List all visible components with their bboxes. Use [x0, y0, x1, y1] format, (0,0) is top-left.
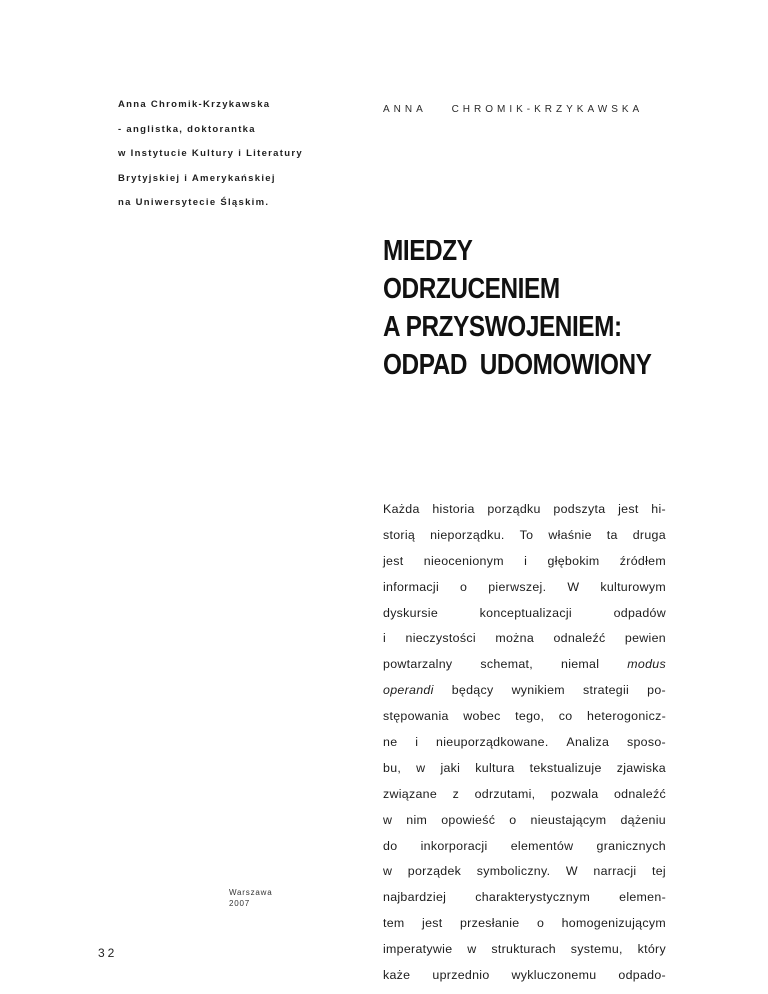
body-word: pewien: [624, 631, 666, 646]
body-word: wobec: [463, 709, 501, 724]
body-word: jest: [422, 916, 443, 931]
body-word: odrzutami,: [474, 786, 536, 801]
body-word: kulturowym: [600, 579, 666, 594]
body-word: imperatywie: [383, 942, 453, 957]
body-word: nieporządku.: [430, 527, 505, 542]
body-word: sposo-: [626, 735, 666, 750]
body-word: strategii: [583, 683, 630, 698]
body-word: schemat,: [480, 657, 534, 672]
body-word: hi-: [651, 502, 666, 516]
body-word: charakterystycznym: [475, 890, 591, 905]
body-word: operandi: [383, 683, 434, 698]
body-word: narracji: [593, 864, 637, 879]
author-first-name: ANNA: [383, 104, 427, 115]
body-word: nieczystości: [405, 631, 476, 646]
author-last-name: CHROMIK-KRZYKAWSKA: [451, 104, 644, 115]
body-line: [383, 497, 666, 523]
body-word: modus: [627, 657, 666, 672]
body-word: nieuporządkowane.: [436, 735, 549, 750]
body-word: pozwala: [550, 786, 599, 801]
body-word: w: [416, 760, 426, 775]
body-word: jaki: [440, 760, 461, 775]
body-word: tem: [383, 916, 405, 931]
body-word: tekstualizuje: [529, 760, 602, 775]
body-word: tego,: [515, 709, 545, 724]
body-word: pierwszej.: [488, 579, 547, 594]
body-word: każe: [383, 968, 411, 983]
body-word: dyskursie: [383, 605, 439, 620]
body-word: odpadów: [613, 605, 666, 620]
body-word: elementów: [510, 838, 574, 853]
author-note-line: Anna Chromik-Krzykawska: [118, 99, 271, 110]
body-word: symboliczny.: [476, 864, 551, 879]
title-line: A PRZYSWOJENIEM:: [383, 311, 622, 343]
body-word: ta: [606, 527, 618, 542]
body-word: odnaleźć: [553, 631, 606, 646]
body-word: z: [452, 786, 460, 801]
body-word: stępowania: [383, 709, 449, 724]
imprint-city: Warszawa: [229, 888, 273, 897]
body-word: jest: [618, 502, 639, 516]
author-note-line: w Instytucie Kultury i Literatury: [118, 148, 303, 159]
body-word: zjawiska: [616, 760, 666, 775]
body-line: [383, 782, 666, 808]
page-number: 32: [98, 946, 118, 960]
body-word: bu,: [383, 760, 402, 775]
body-line: [383, 549, 666, 575]
author-note-line: Brytyjskiej i Amerykańskiej: [118, 172, 276, 184]
body-word: i: [415, 735, 419, 750]
body-word: o: [460, 579, 468, 594]
author-note: [118, 100, 338, 223]
imprint-year: 2007: [229, 899, 250, 908]
body-line: [383, 963, 666, 989]
body-line: [383, 859, 666, 885]
body-word: powtarzalny: [383, 657, 453, 672]
body-line: [383, 678, 666, 704]
body-line: [383, 911, 666, 937]
body-word: przesłanie: [459, 916, 520, 931]
body-line: [383, 704, 666, 730]
title-line: ODRZUCENIEM: [383, 273, 560, 305]
body-word: systemu,: [570, 942, 623, 957]
body-line: [383, 885, 666, 911]
body-word: inkorporacji: [420, 838, 488, 853]
author-note-line: - anglistka, doktorantka: [118, 123, 256, 135]
body-word: podszyta: [553, 502, 606, 516]
title-line: MIEDZY: [383, 235, 473, 267]
body-word: nieustającym: [530, 812, 607, 827]
body-word: odnaleźć: [613, 786, 666, 801]
body-word: W: [565, 864, 578, 879]
body-word: w: [383, 812, 393, 827]
body-word: opowieść: [441, 812, 496, 827]
body-line: [383, 756, 666, 782]
body-word: niemal: [561, 657, 600, 672]
body-word: o: [536, 916, 545, 931]
body-word: nieocenionym: [423, 553, 504, 568]
body-word: granicznych: [596, 838, 666, 853]
body-word: druga: [632, 527, 666, 542]
body-word: Każda: [383, 502, 420, 516]
body-line: [383, 937, 666, 963]
body-word: W: [567, 579, 580, 594]
body-word: właśnie: [548, 527, 592, 542]
body-word: storią: [383, 527, 416, 542]
body-word: w: [383, 864, 393, 879]
body-word: i: [383, 631, 387, 646]
body-word: związane: [383, 786, 438, 801]
body-word: i: [524, 553, 528, 568]
body-word: To: [519, 527, 534, 542]
body-word: historia: [432, 502, 475, 516]
body-line: [383, 730, 666, 756]
body-word: ne: [383, 735, 398, 750]
body-word: elemen-: [619, 890, 666, 905]
body-word: odpado-: [618, 968, 666, 983]
body-word: porządku: [487, 502, 541, 516]
body-word: do: [383, 838, 398, 853]
body-word: o: [509, 812, 517, 827]
body-word: można: [495, 631, 535, 646]
body-word: jest: [383, 553, 404, 568]
body-word: kultura: [475, 760, 515, 775]
body-word: Analiza: [566, 735, 610, 750]
author-header: [383, 104, 643, 116]
body-word: wykluczonemu: [511, 968, 597, 983]
body-word: heterogonicz-: [587, 709, 666, 724]
body-line: [383, 575, 666, 601]
body-line: [383, 808, 666, 834]
body-word: homogenizującym: [561, 916, 666, 931]
body-word: wynikiem: [511, 683, 565, 698]
body-word: głębokim: [547, 553, 600, 568]
imprint: [229, 887, 272, 909]
body-word: nim: [406, 812, 428, 827]
body-word: strukturach: [491, 942, 556, 957]
article-title: [383, 232, 703, 384]
body-word: najbardziej: [383, 890, 447, 905]
body-line: [383, 601, 666, 627]
body-word: w: [467, 942, 477, 957]
body-line: [383, 523, 666, 549]
body-word: dążeniu: [620, 812, 666, 827]
body-word: który: [637, 942, 666, 957]
author-note-line: na Uniwersytecie Śląskim.: [118, 197, 270, 208]
title-line: ODPAD UDOMOWIONY: [383, 349, 652, 381]
body-word: informacji: [383, 579, 440, 594]
body-word: co: [558, 709, 573, 724]
body-line: [383, 834, 666, 860]
body-word: konceptualizacji: [479, 605, 572, 620]
body-word: będący: [451, 683, 494, 698]
body-word: porządek: [407, 864, 462, 879]
body-word: po-: [647, 683, 666, 698]
article-body: [383, 497, 666, 989]
body-word: tej: [652, 864, 666, 879]
body-line: [383, 626, 666, 652]
body-word: źródłem: [619, 553, 666, 568]
body-word: uprzednio: [432, 968, 490, 983]
body-line: [383, 652, 666, 678]
